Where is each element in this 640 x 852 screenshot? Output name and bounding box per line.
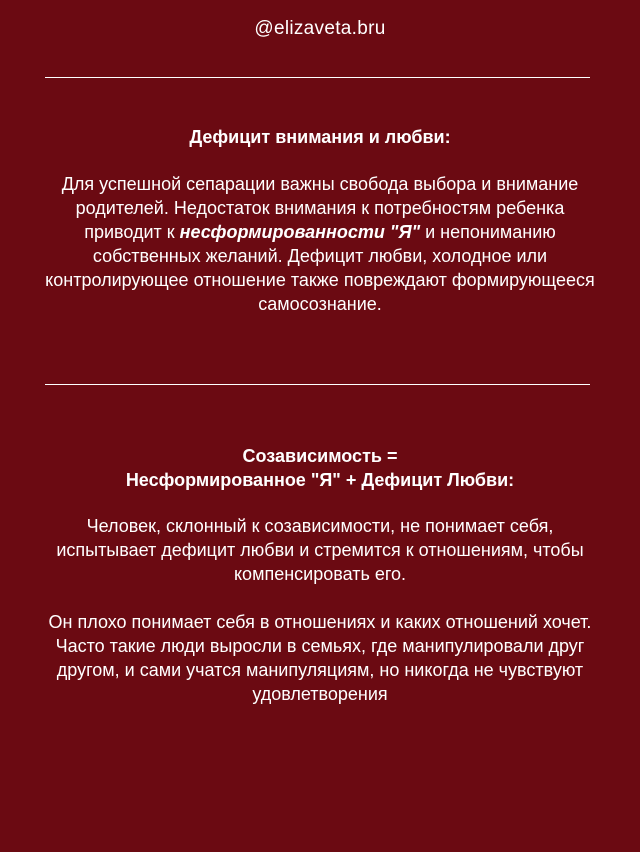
section1-emphasis: несформированности "Я"	[179, 222, 421, 242]
section1-paragraph	[40, 172, 600, 316]
section2-paragraph-1: Человек, склонный к созависимости, не понимает себя, испытывает дефицит любви и стремится к отношениям, чтобы компенсировать его.	[56, 516, 584, 584]
section2-paragraph-2: Он плохо понимает себя в отношениях и каких отношений хочет. Часто такие люди выросли в семьях, где манипулировали друг другом, и сами учатся манипуляциям, но никогда не чувствуют удовлетворения	[48, 612, 592, 704]
author-handle: @elizaveta.bru	[254, 18, 386, 39]
section2-heading	[0, 444, 640, 492]
section1-text-before: Для успешной сепарации важны свобода выбора и внимание родителей. Недостаток внимания к потребностям ребенка приводит к	[61, 174, 579, 242]
section1-heading: Дефицит внимания и любви:	[189, 127, 451, 147]
top-divider	[45, 77, 590, 78]
middle-divider	[45, 384, 590, 385]
section2-heading-line2: Несформированное "Я" + Дефицит Любви:	[125, 470, 515, 490]
section1-text-after: и непониманию собственных желаний. Дефицит любви, холодное или контролирующее отношение также повреждают формирующееся самосознание.	[45, 222, 595, 314]
section2-heading-line1: Созависимость =	[242, 446, 398, 466]
